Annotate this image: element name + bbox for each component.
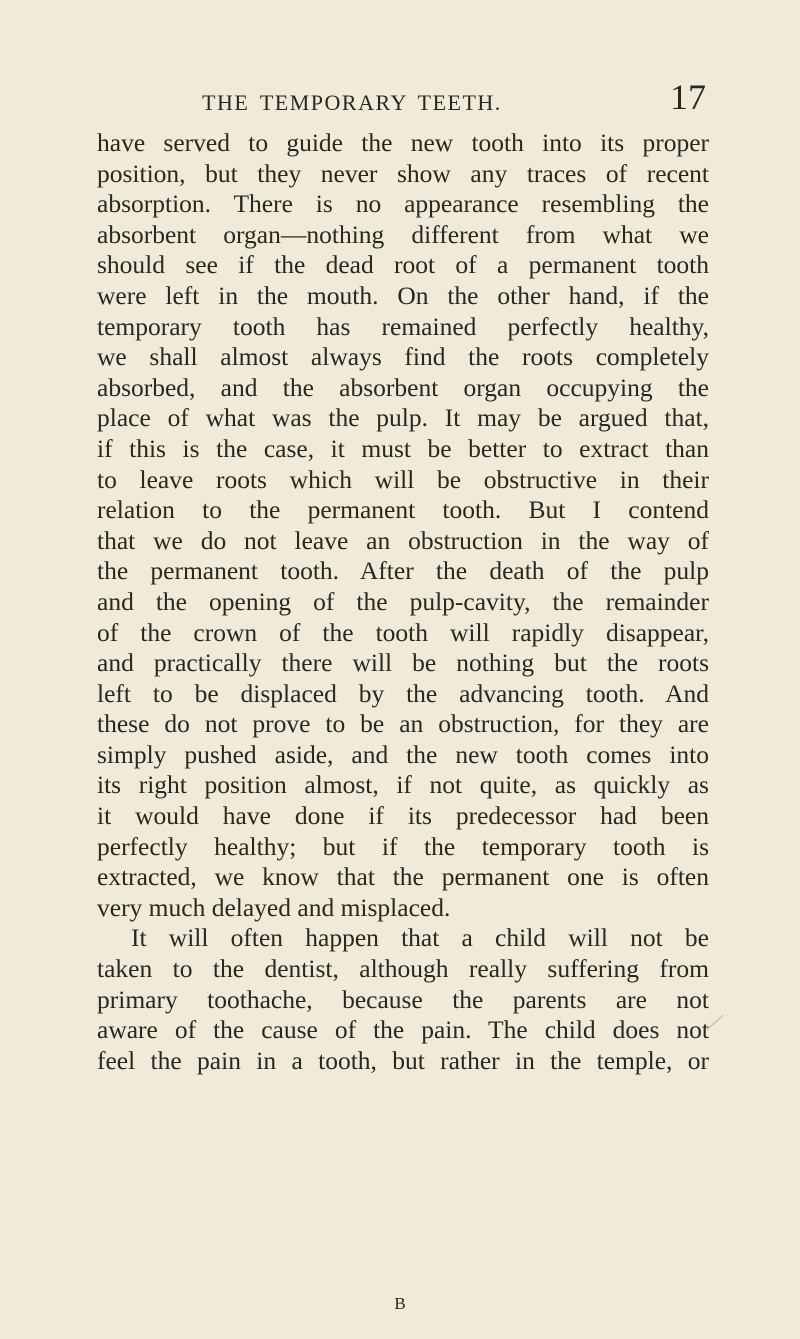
text-line: extracted, we know that the permanent one is often [97, 862, 709, 892]
text-line: aware of the cause of the pain. The child does not [97, 1015, 709, 1045]
margin-pencil-mark [706, 1015, 723, 1030]
running-title: THE TEMPORARY TEETH. [202, 90, 502, 115]
text-line: relation to the permanent tooth. But I contend [97, 495, 709, 525]
text-line: simply pushed aside, and the new tooth comes into [97, 739, 709, 769]
text-line: its right position almost, if not quite, as quickly as [97, 770, 709, 800]
paragraph-end-line: very much delayed and misplaced. [97, 892, 451, 922]
text-line: absorbed, and the absorbent organ occupying the [97, 372, 709, 402]
text-line: these do not prove to be an obstruction, for they are [97, 709, 709, 739]
text-line: and the opening of the pulp-cavity, the remainder [97, 586, 709, 616]
text-line: position, but they never show any traces of recent [97, 158, 709, 188]
text-line: should see if the dead root of a permanent tooth [97, 250, 709, 280]
running-head [146, 77, 706, 126]
text-line: it would have done if its predecessor had been [97, 801, 709, 831]
text-line: primary toothache, because the parents are not [97, 984, 709, 1014]
text-line: absorption. There is no appearance resembling the [97, 189, 709, 219]
text-line: of the crown of the tooth will rapidly disappear, [97, 617, 709, 647]
text-line: absorbent organ—nothing different from what we [97, 219, 709, 249]
text-line: the permanent tooth. After the death of the pulp [97, 556, 709, 586]
text-line: perfectly healthy; but if the temporary tooth is [97, 831, 709, 861]
body-text [97, 128, 709, 1076]
text-line: that we do not leave an obstruction in the way of [97, 525, 709, 555]
signature-mark: B [394, 1294, 406, 1313]
text-line: were left in the mouth. On the other hand, if the [97, 280, 709, 310]
text-line: we shall almost always find the roots completely [97, 342, 709, 372]
page-number: 17 [670, 77, 706, 117]
text-line: to leave roots which will be obstructive in their [97, 464, 709, 494]
text-line: and practically there will be nothing but the roots [97, 648, 709, 678]
text-line: temporary tooth has remained perfectly healthy, [97, 311, 709, 341]
text-line: left to be displaced by the advancing tooth. And [97, 678, 709, 708]
text-line: feel the pain in a tooth, but rather in the temple, or [97, 1045, 709, 1075]
text-line: have served to guide the new tooth into its proper [97, 128, 709, 157]
paragraph-start-line: It will often happen that a child will not be [131, 923, 709, 953]
text-line: place of what was the pulp. It may be argued that, [97, 403, 709, 433]
text-line: if this is the case, it must be better to extract than [97, 433, 709, 463]
text-line: taken to the dentist, although really suffering from [97, 954, 709, 984]
